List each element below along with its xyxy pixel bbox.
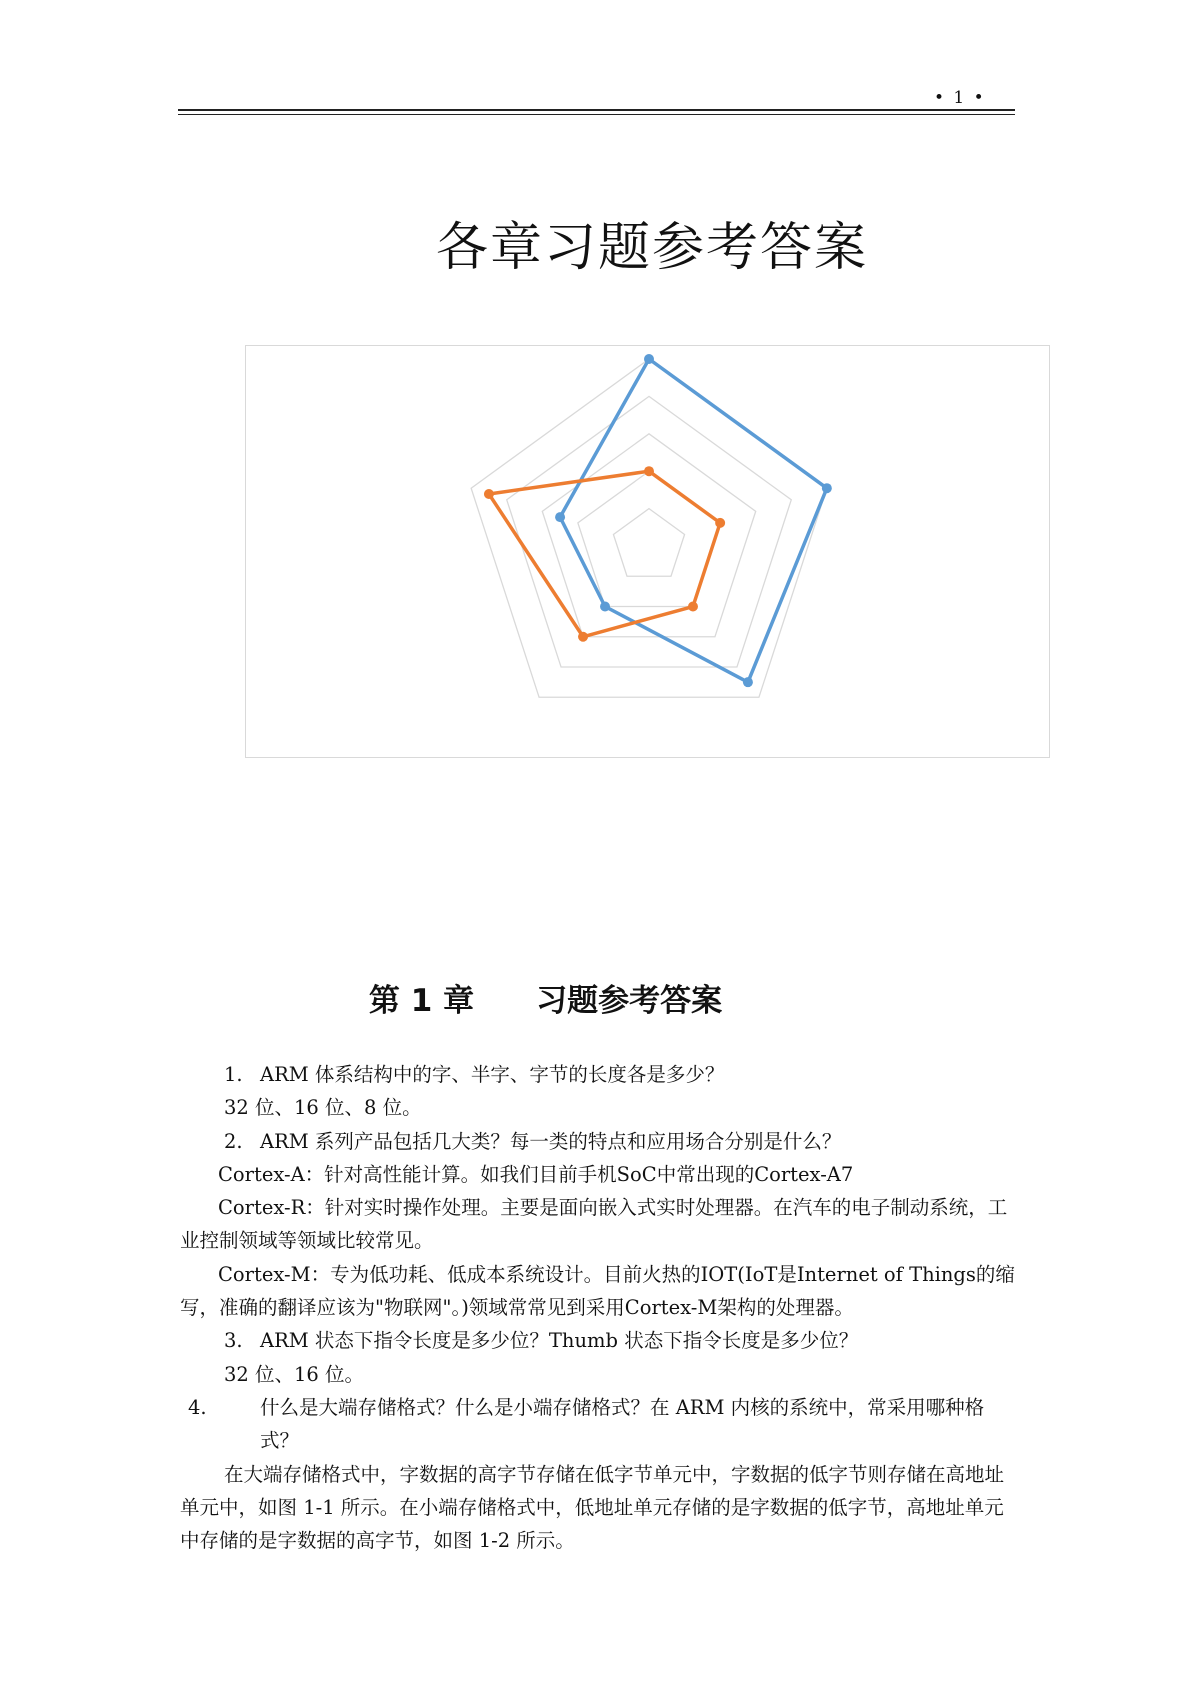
radar-data-point bbox=[484, 489, 494, 499]
answer-3: 32 位、16 位。 bbox=[224, 1362, 365, 1386]
question-2 bbox=[180, 1125, 1015, 1158]
radar-chart bbox=[245, 345, 1050, 758]
radar-data-point bbox=[644, 466, 654, 476]
document-title: 各章习题参考答案 bbox=[435, 218, 868, 278]
radar-data-point bbox=[688, 602, 698, 612]
radar-data-point bbox=[578, 632, 588, 642]
radar-series-line bbox=[489, 471, 720, 637]
question-number: 1. bbox=[224, 1063, 243, 1086]
radar-grid-ring bbox=[471, 359, 827, 697]
answer-4: 在大端存储格式中，字数据的高字节存储在低字节单元中，字数据的低字节则存储在高地址单元中，如图 1-1 所示。在小端存储格式中，低地址单元存储的是字数据的低字节，高地址单元中存储的是字数据的高字节，如图 1-2 所示。 bbox=[180, 1462, 1005, 1553]
question-text: ARM 状态下指令长度是多少位？Thumb 状态下指令长度是多少位？ bbox=[260, 1329, 859, 1353]
radar-data-point bbox=[555, 512, 565, 522]
question-number: 3. bbox=[224, 1329, 243, 1353]
radar-data-point bbox=[644, 354, 654, 364]
question-4 bbox=[180, 1391, 1015, 1458]
answer-2-cortex-a: Cortex-A：针对高性能计算。如我们目前手机SoC中常出现的Cortex-A7 bbox=[218, 1162, 854, 1186]
radar-data-point bbox=[743, 677, 753, 687]
question-number: 4. bbox=[188, 1395, 207, 1419]
question-text: 什么是大端存储格式？什么是小端存储格式？在 ARM 内核的系统中，常采用哪种格式？ bbox=[260, 1395, 985, 1453]
question-text: ARM 体系结构中的字、半字、字节的长度各是多少？ bbox=[260, 1063, 725, 1086]
radar-data-point bbox=[715, 518, 725, 528]
radar-data-point bbox=[822, 483, 832, 493]
question-3 bbox=[180, 1324, 1015, 1357]
radar-data-point bbox=[600, 602, 610, 612]
answer-2-cortex-m: Cortex-M：专为低功耗、低成本系统设计。目前火热的IOT(IoT是Internet of Things的缩写，准确的翻译应该为"物联网"。)领域常常见到采用Cortex-M架构的处理器。 bbox=[180, 1262, 1015, 1320]
radar-grid-ring bbox=[613, 509, 684, 577]
answer-1: 32 位、16 位、8 位。 bbox=[224, 1096, 422, 1120]
question-1 bbox=[180, 1058, 1015, 1091]
page-number: • 1 • bbox=[934, 88, 986, 108]
header-rule-thick bbox=[178, 109, 1015, 111]
question-text: ARM 系列产品包括几大类？每一类的特点和应用场合分别是什么？ bbox=[260, 1129, 842, 1153]
header-rule-thin bbox=[178, 114, 1015, 115]
radar-chart-svg bbox=[246, 346, 1051, 759]
chapter-body bbox=[180, 1058, 1015, 1557]
question-number: 2. bbox=[224, 1129, 243, 1153]
answer-2-cortex-r: Cortex-R：针对实时操作处理。主要是面向嵌入式实时处理器。在汽车的电子制动系统，工业控制领域等领域比较常见。 bbox=[180, 1196, 1008, 1253]
chapter-title: 第 1 章 习题参考答案 bbox=[368, 983, 723, 1019]
